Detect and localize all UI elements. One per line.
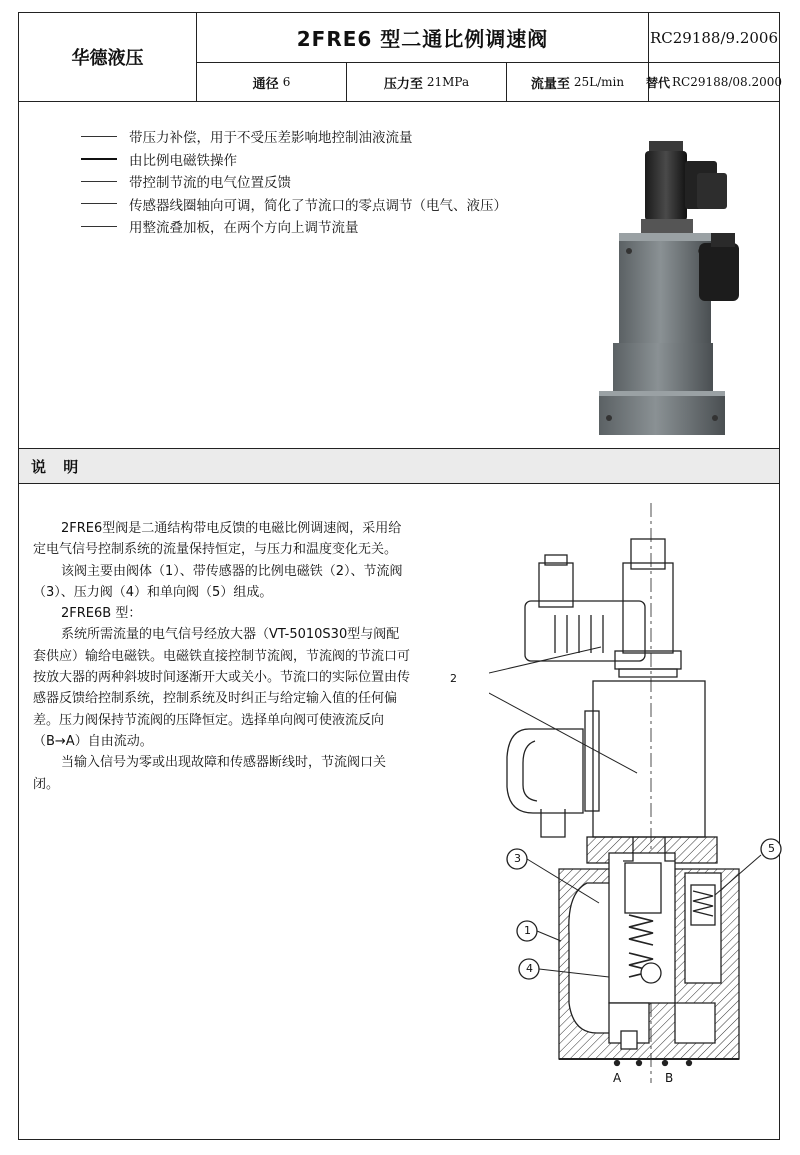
description-paragraph: 系统所需流量的电气信号经放大器（VT-5010S30型与阀配套供应）输给电磁铁。电磁铁直接控制节流阀，节流阀的节流口可按放大器的两种斜坡时间逐渐开大或关小。节流口的实际位置由传感器反馈给控制系统，控制系统及时纠正与给定输入值的任何偏差。压力阀保持节流阀的压降恒定。选择单向阀可使液流反向（B→A）自由流动。 [33,627,411,749]
spec-size-value: 6 [282,75,291,89]
dash-marker [81,158,117,160]
dash-marker [81,136,117,137]
spec-flow-label: 流量至 [530,76,570,92]
spec-size-label: 通径 [252,76,279,92]
callout-5: 5 [768,842,775,855]
feature-text: 带控制节流的电气位置反馈 [129,175,291,192]
section-title: 说 明 [31,458,85,476]
page-title: 2FRE6 型二通比例调速阀 [197,13,649,63]
callout-4: 4 [526,962,533,975]
description-paragraph: 该阀主要由阀体（1）、带传感器的比例电磁铁（2）、节流阀（3）、压力阀（4）和单向阀（5）组成。 [33,563,403,600]
spec-pressure-label: 压力至 [383,76,423,92]
section-header [19,448,779,484]
dash-marker [81,226,117,227]
description-text [33,518,411,795]
feature-item [81,148,507,171]
port-a-label: A [613,1071,622,1085]
callout-3: 3 [514,852,521,865]
feature-text: 传感器线圈轴向可调，简化了节流口的零点调节（电气、液压） [129,197,507,214]
feature-text: 带压力补偿，用于不受压差影响地控制油液流量 [129,130,413,147]
callout-1: 1 [524,924,531,937]
spec-size [197,63,347,101]
spec-replaces-value: RC29188/08.2000 [671,75,783,89]
callout-2: 2 [450,672,457,685]
feature-item [81,215,507,238]
datasheet-page [18,12,783,1140]
spec-pressure-value: 21MPa [426,75,470,89]
spec-pressure [347,63,507,101]
feature-text: 用整流叠加板，在两个方向上调节流量 [129,220,359,237]
valve-section-drawing [489,503,789,1093]
document-code: RC29188/9.2006 [649,13,779,63]
feature-item [81,170,507,193]
valve-product-photo [579,133,769,443]
feature-item [81,193,507,216]
brand-name: 华德液压 [19,13,197,101]
header-table [19,13,783,102]
spec-replaces-label: 替代 [645,75,670,90]
description-paragraph: 2FRE6型阀是二通结构带电反馈的电磁比例调速阀，采用给定电气信号控制系统的流量保持恒定，与压力和温度变化无关。 [33,521,402,558]
description-paragraph: 2FRE6B 型： [61,606,142,622]
port-b-label: B [665,1071,674,1085]
feature-item [81,125,507,148]
spec-flow [507,63,649,101]
feature-text: 由比例电磁铁操作 [129,152,237,169]
spec-replaces [645,63,783,101]
description-paragraph: 当输入信号为零或出现故障和传感器断线时，节流阀口关闭。 [33,755,387,792]
feature-list [81,125,507,238]
spec-flow-value: 25L/min [573,75,625,89]
dash-marker [81,203,117,204]
dash-marker [81,181,117,182]
